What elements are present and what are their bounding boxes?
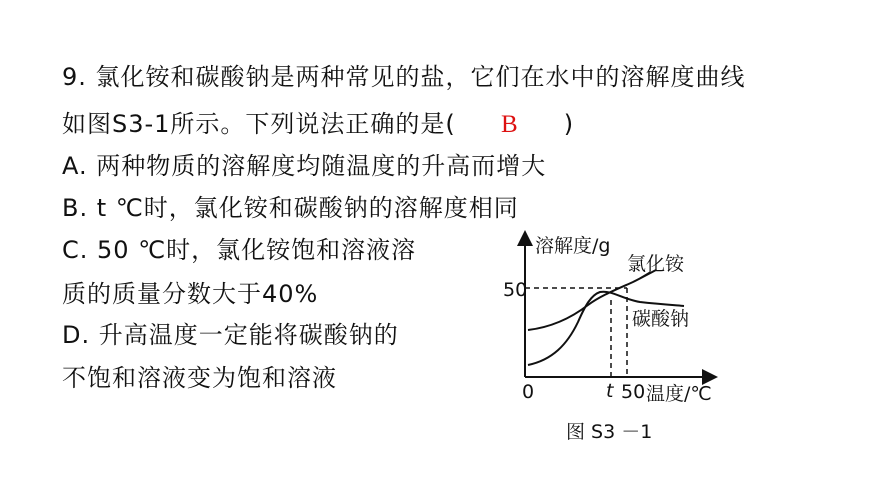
x-axis-label: 温度/℃ (646, 383, 712, 405)
series-label-sodium-carbonate: 碳酸钠 (632, 308, 690, 330)
answer-letter: B (500, 111, 519, 138)
y-axis-label: 溶解度/g (535, 235, 611, 257)
option-d-line-2: 不饱和溶液变为饱和溶液 (62, 364, 337, 392)
series-label-ammonium-chloride: 氯化铵 (627, 253, 685, 275)
option-a: A. 两种物质的溶解度均随温度的升高而增大 (62, 152, 547, 180)
x-tick-t: t (606, 380, 614, 402)
option-c-line-1: C. 50 ℃时，氯化铵饱和溶液溶 (62, 236, 417, 264)
question-stem-text: 如图S3-1所示。下列说法正确的是( (62, 110, 456, 138)
origin-label: 0 (522, 381, 535, 403)
closing-paren: ) (563, 110, 575, 138)
question-stem-line-1: 9. 氯化铵和碳酸钠是两种常见的盐，它们在水中的溶解度曲线 (62, 63, 746, 91)
y-tick-50: 50 (503, 279, 528, 301)
x-tick-50: 50 (621, 381, 646, 403)
option-c-line-2: 质的质量分数大于40% (62, 280, 319, 308)
figure-caption: 图 S3 －1 (566, 421, 653, 443)
option-b: B. t ℃时，氯化铵和碳酸钠的溶解度相同 (62, 194, 519, 222)
option-d-line-1: D. 升高温度一定能将碳酸钠的 (62, 321, 399, 349)
